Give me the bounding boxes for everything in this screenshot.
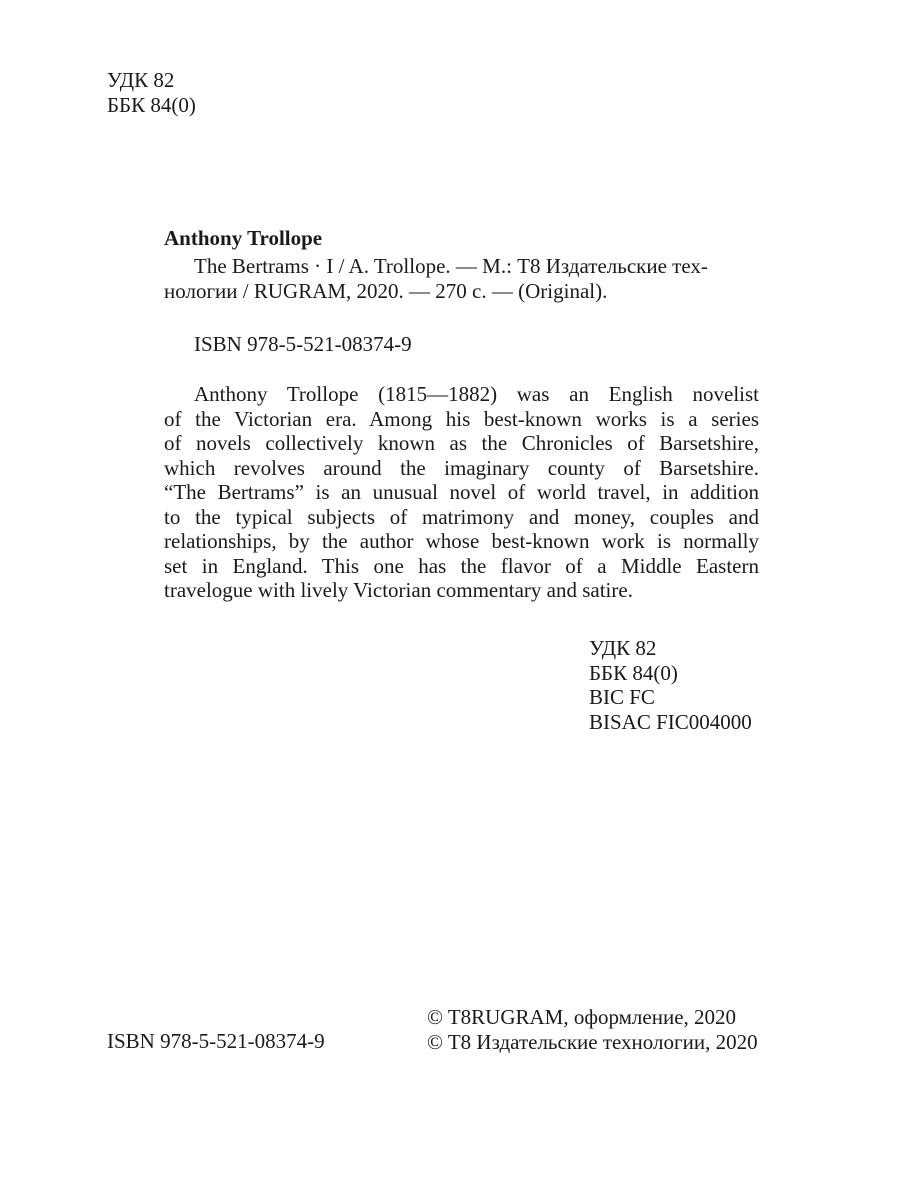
author-name: Anthony Trollope (164, 226, 323, 250)
bbk-code: ББК 84(0) (589, 660, 678, 685)
annotation-line: set in England. This one has the flavor of a Middle Eastern (164, 553, 759, 578)
annotation-line: of novels collectively known as the Chronicles of Barsetshire, (164, 431, 759, 455)
annotation-line: which revolves around the imaginary county of Barsetshire. (164, 455, 759, 480)
copyright-notices (427, 1005, 758, 1054)
book-annotation (164, 382, 759, 603)
bisac-code: BISAC FIC004000 (589, 709, 752, 734)
annotation-line: to the typical subjects of matrimony and money, couples and (164, 504, 759, 529)
udk-code: УДК 82 (107, 68, 175, 92)
bbk-code: ББК 84(0) (107, 92, 196, 117)
biblio-line-2: нологии / RUGRAM, 2020. — 270 с. — (Original). (164, 278, 608, 303)
copyright-line: © T8 Издательские технологии, 2020 (427, 1029, 758, 1054)
annotation-line: travelogue with lively Victorian commentary and satire. (164, 578, 633, 602)
annotation-line: “The Bertrams” is an unusual novel of world travel, in addition (164, 480, 759, 504)
annotation-line: of the Victorian era. Among his best-known works is a series (164, 406, 759, 431)
copyright-line: © T8RUGRAM, оформление, 2020 (427, 1005, 737, 1029)
isbn-number: ISBN 978-5-521-08374-9 (194, 332, 412, 356)
bic-code: BIC FC (589, 685, 655, 709)
top-classification-codes (107, 68, 196, 117)
bibliographic-description (164, 254, 759, 303)
classification-codes (589, 636, 752, 734)
biblio-line-1: The Bertrams · I / A. Trollope. — М.: T8 Издательские тех- (194, 254, 708, 278)
annotation-line: relationships, by the author whose best-known work is normally (164, 529, 759, 553)
udk-code: УДК 82 (589, 636, 657, 660)
isbn-bottom: ISBN 978-5-521-08374-9 (107, 1029, 325, 1053)
annotation-line: Anthony Trollope (1815—1882) was an English novelist (194, 382, 759, 406)
